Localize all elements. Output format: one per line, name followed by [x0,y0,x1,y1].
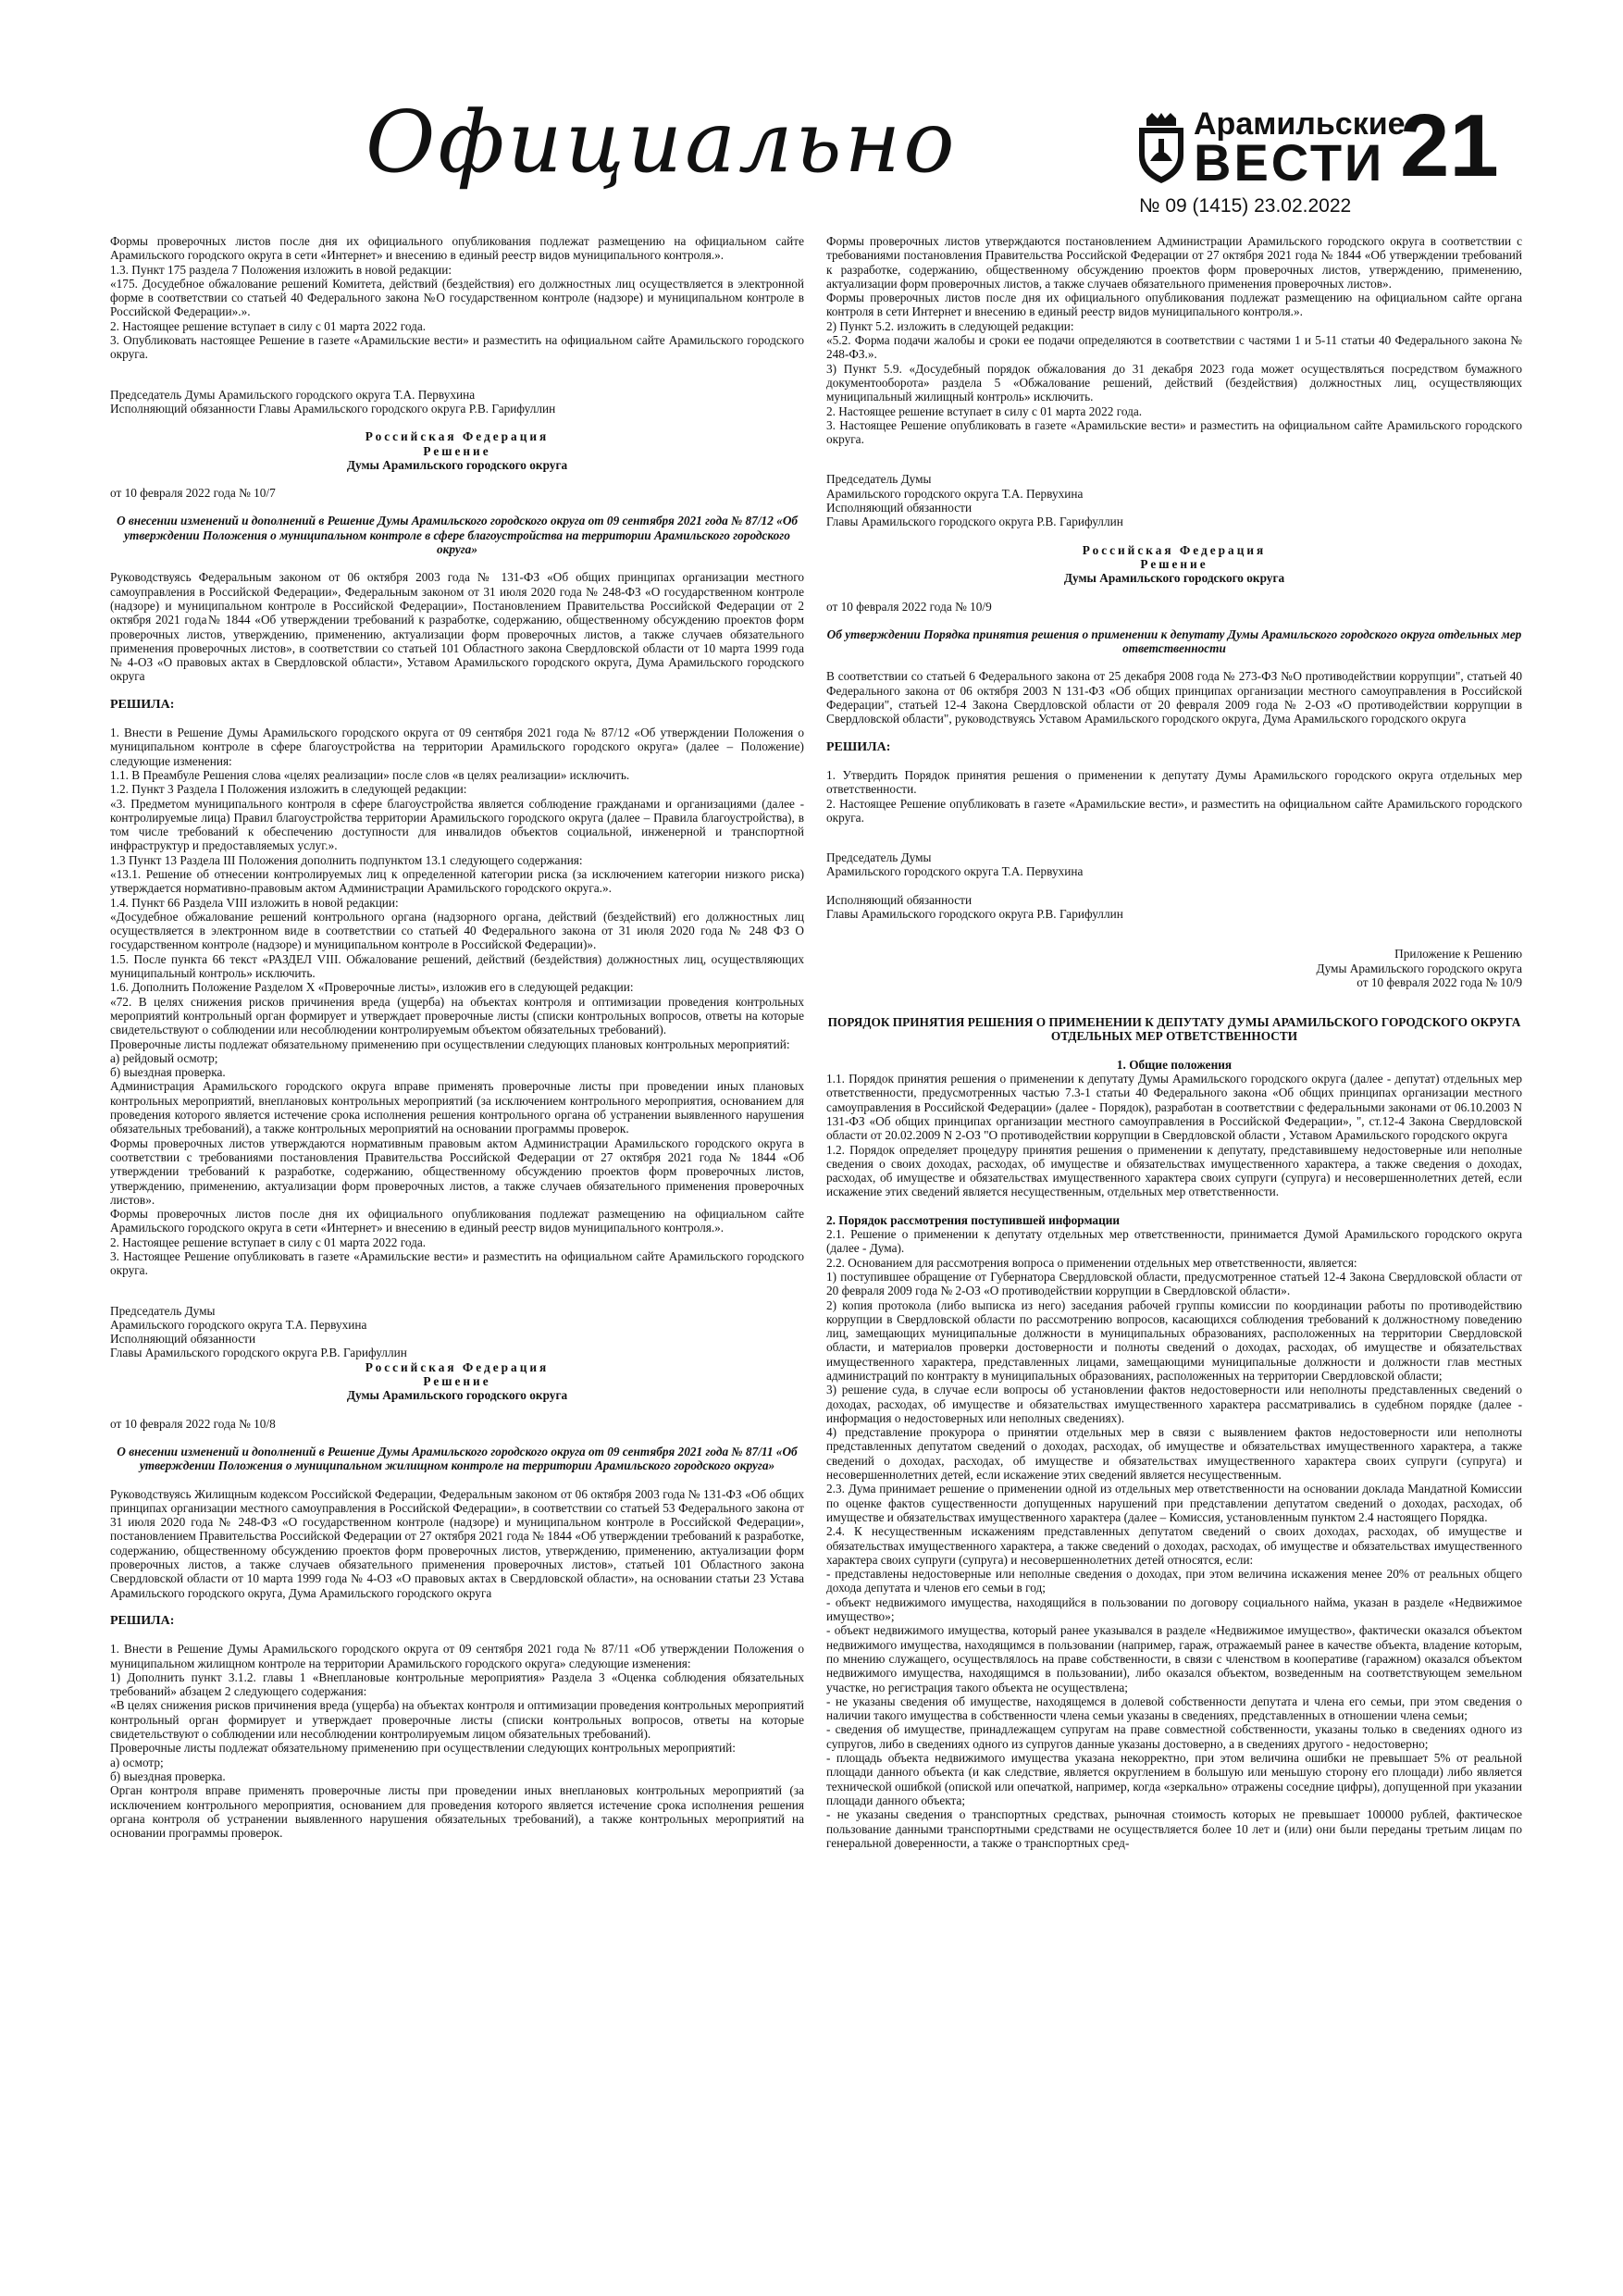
spacer [110,1600,804,1614]
paragraph: Председатель Думы [826,850,932,865]
paragraph: Главы Арамильского городского округа Р.В. Гарифуллин [826,906,1123,921]
paragraph: - сведения об имуществе, принадлежащем супругам на праве совместной собственности, указаны только в сведениях одного из супругов, либо в сведениях одного из супругов данные указаны достоверно, а в сведениях другого - недостоверно; [826,1722,1522,1751]
paragraph: Думы Арамильского городского округа [1316,961,1522,975]
paragraph: - площадь объекта недвижимого имущества указана некорректно, при этом величина ошибки не превышает 5% от реальной площади данного объекта (и как следствие, является округлением в большую или меньшую сторону его площади) либо является технической ошибкой (опиской или опечаткой, например, когда «зеркально» отражены соседние цифры), допущенной при указании площади данного объекта; [826,1751,1522,1807]
spacer [110,362,804,388]
section-title: Официально [365,93,958,192]
page-number: 21 [1400,96,1499,195]
paragraph: Думы Арамильского городского округа [346,457,568,472]
paragraph: Исполняющий обязанности [110,1332,256,1347]
paragraph: 2. Настоящее решение вступает в силу с 01 марта 2022 года. [826,403,1143,418]
coat-of-arms-icon [1134,111,1189,185]
paragraph: 1.6. Дополнить Положение Разделом X «Проверочные листы», изложив его в следующей редакции: [110,980,634,995]
paragraph: 4) представление прокурора о принятии отдельных мер в связи с выявлением фактов недостоверности или неполноты представленных депутатом сведений о доходах, расходах, об имуществе и обязательствах имущественного характера, а также сведений о доходах, расходах, об имуществе и обязательствах имущественного характера своих супруги (супруга) и несовершеннолетних детей, если искажение этих сведений является несущественным. [826,1425,1522,1483]
paragraph: В соответствии со статьей 6 Федерального закона от 25 декабря 2008 года № 273-ФЗ №О противодействии коррупции", статьей 40 Федерального закона от 06 октября 2003 N 131-ФЗ «Об общих принципах организации местного самоуправления в Российской Федерации", статьей 12-4 Закона Свердловской области от 20 февраля 2009 года № 2-ОЗ «О противодействии коррупции в Свердловской области", руководствуясь Уставом Арамильского городского округа, Дума Арамильского городского округа [826,669,1522,726]
paragraph: - не указаны сведения об имуществе, находящемся в долевой собственности депутата и члена его семьи, при этом сведения о наличии такого имущества в собственности члена семьи указаны в сведениях, представленных в отношении члена семьи; [826,1694,1522,1723]
spacer [826,1199,1522,1213]
paragraph: Решение [423,1374,491,1389]
paragraph: «175. Досудебное обжалование решений Комитета, действий (бездействия) его должностных лиц осуществляется в электронной форме в соответствии со статьей 40 Федерального закона №О государственном контроле (надзоре) и муниципальном контроле в Российской Федерации».». [110,276,804,319]
page-header [0,0,1623,236]
spacer [826,825,1522,850]
paragraph: а) рейдовый осмотр; [110,1050,218,1065]
paragraph: «13.1. Решение об отнесении контролируемых лиц к определенной категории риска (за исключением категории низкого риска) утверждается нормативно-правовым актом Администрации Арамильского городского округа.». [110,866,804,896]
spacer [110,500,804,514]
paragraph: Исполняющий обязанности [826,501,973,515]
paragraph: 1.5. После пункта 66 текст «РАЗДЕЛ VIII. Обжалование решений, действий (бездействия) должностных лиц, осуществляющих муниципальный контроль» исключить. [110,951,804,981]
paragraph: О внесении изменений и дополнений в Решение Думы Арамильского городского округа от 09 сентября 2021 года № 87/12 «Об утверждении Положения о муниципальном контроле в сфере благоустройства на территории Арамильского городского округа» [116,514,799,557]
spacer [826,754,1522,768]
paragraph: 1. Внести в Решение Думы Арамильского городского округа от 09 сентября 2021 года № 87/11 «Об утверждении Положения о муниципальном жилищном контроле на территории Арамильского городского округа» следующие изменения: [110,1642,804,1670]
paragraph: «В целях снижения рисков причинения вреда (ущерба) на объектах контроля и оптимизации проведения контрольных мероприятий контрольный орган формирует и утверждает проверочные листы (списки контрольных вопросов, ответы на которые свидетельствуют о соблюдении или несоблюдении контролируемым лицом обязательных требований). [110,1698,804,1742]
spacer [826,529,1522,543]
paragraph: Председатель Думы [110,1303,216,1318]
paragraph: 1. Внести в Решение Думы Арамильского городского округа от 09 сентября 2021 года № 87/12 «Об утверждении Положения о муниципальном контроле в сфере благоустройства на территории Арамильского городского округа» (далее – Положение) следующие изменения: [110,726,804,768]
spacer [826,921,1522,947]
paragraph: 2.2. Основанием для рассмотрения вопроса о применении отдельных мер ответственности, является: [826,1255,1357,1270]
left-column [110,234,804,2290]
paragraph: Формы проверочных листов после дня их официального опубликования подлежат размещению на официальном сайте Арамильского городского округа в сети «Интернет» и внесению в единый реестр видов муниципального контроля.». [110,234,804,263]
paragraph: от 10 февраля 2022 года № 10/9 [826,599,992,614]
paragraph: Об утверждении Порядка принятия решения о применении к депутату Думы Арамильского городского округа отдельных мер ответственности [826,627,1522,656]
spacer [826,1044,1522,1058]
paragraph: Главы Арамильского городского округа Р.В. Гарифуллин [826,515,1123,529]
spacer [110,684,804,698]
paragraph: 2. Настоящее решение вступает в силу с 01 марта 2022 года. [110,318,427,333]
spacer [110,1403,804,1417]
paragraph: Проверочные листы подлежат обязательному применению при осуществлении следующих контрольных мероприятий: [110,1741,736,1756]
paragraph: Приложение к Решению [1394,947,1522,962]
right-column [826,234,1522,2290]
paragraph: - представлены недостоверные или неполные сведения о доходах, при этом величина искажения менее 20% от реальных общего дохода депутата и членов его семьи в год; [826,1567,1522,1595]
spacer [826,726,1522,740]
paragraph: Исполняющий обязанности Главы Арамильского городского округа Р.В. Гарифуллин [110,401,556,416]
paragraph: «Досудебное обжалование решений контрольного органа (надзорного органа, действий (бездействий) его должностных лиц осуществляется в электронном виде в соответствии со статьей 40 Федерального закона от 31 июля 2020 года № 248 ФЗ О государственном контроле (надзоре) и муниципальном контроле в Российской Федерации)». [110,909,804,952]
spacer [110,1628,804,1642]
paragraph: Председатель Думы Арамильского городского округа Т.А. Первухина [110,387,476,402]
paragraph: 2) Пункт 5.2. изложить в следующей редакции: [826,318,1074,333]
spacer [826,655,1522,669]
paragraph: 3) решение суда, в случае если вопросы об установлении фактов недостоверности или неполноты представленных сведений о доходах, расходах, об имуществе и обязательствах имущественного характера рассматривались в судебном порядке (далее - информация о недостоверных или неполных сведениях). [826,1383,1522,1425]
paragraph: «5.2. Форма подачи жалобы и сроки ее подачи определяются в соответствии с частями 1 и 5-11 статьи 40 Федерального закона № 248-ФЗ.». [826,333,1522,362]
paragraph: Думы Арамильского городского округа [1063,571,1285,586]
paragraph: б) выездная проверка. [110,1769,226,1783]
paragraph: Председатель Думы [826,472,932,487]
paragraph: Решение [423,443,491,458]
paragraph: 1.2. Пункт 3 Раздела I Положения изложить в следующей редакции: [110,782,467,797]
spacer [826,446,1522,472]
paragraph: Главы Арамильского городского округа Р.В. Гарифуллин [110,1346,407,1360]
paragraph: Формы проверочных листов утверждаются постановлением Администрации Арамильского городского округа в соответствии с требованиями постановления Правительства Российской Федерации от 27 октября 2021 года № 1844 «Об утверждении требований к разработке, содержанию, общественному обсуждению проектов форм проверочных листов, утверждению, применению, актуализации форм проверочных листов, а также случаев обязательного применения проверочных листов». [826,234,1522,291]
paragraph: ПОРЯДОК ПРИНЯТИЯ РЕШЕНИЯ О ПРИМЕНЕНИИ К ДЕПУТАТУ ДУМЫ АРАМИЛЬСКОГО ГОРОДСКОГО ОКРУГА ОТДЕЛЬНЫХ МЕР ОТВЕТСТВЕННОСТИ [827,1015,1521,1044]
paragraph: от 10 февраля 2022 года № 10/7 [110,486,276,501]
paragraph: 1) поступившее обращение от Губернатора Свердловской области, предусмотренное статьей 12-4 Закона Свердловской области от 20 февраля 2009 года № 2-ОЗ «О противодействии коррупции в Свердловской области». [826,1269,1522,1298]
paragraph: Исполняющий обязанности [826,892,973,907]
paragraph: 1) Дополнить пункт 3.1.2. главы 1 «Внеплановые контрольные мероприятия» Раздела 3 «Оценка соблюдения обязательных требований» абзацем 2 следующего содержания: [110,1669,804,1699]
paragraph: Российская Федерация [1082,542,1267,557]
paragraph: «72. В целях снижения рисков причинения вреда (ущерба) на объектах контроля и оптимизации проведения контрольных мероприятий контрольный орган формирует и утверждает проверочные листы (списки контрольных вопросов, ответы на которые свидетельствуют о соблюдении или несоблюдении контролируемым объектом обязательных требований). [110,994,804,1037]
paragraph: Формы проверочных листов после дня их официального опубликования подлежат размещению на официальном сайте Арамильского городского округа в сети «Интернет» и внесению в единый реестр видов муниципального контроля.». [110,1207,804,1235]
spacer [826,879,1522,893]
paragraph: б) выездная проверка. [110,1065,226,1080]
paragraph: Думы Арамильского городского округа [346,1388,568,1403]
paragraph: 3. Настоящее Решение опубликовать в газете «Арамильские вести» и разместить на официальном сайте Арамильского городского округа. [110,1249,804,1278]
paragraph: - объект недвижимого имущества, находящийся в пользовании по договору социального найма, указан в разделе «Недвижимое имущество»; [826,1595,1522,1624]
paragraph: 2.4. К несущественным искажениям представленных депутатом сведений о своих доходах, расходах, об имуществе и обязательствах имущественного характера, а также сведений о доходах, расходах, об имуществе и обязательствах имущественного характера своих супруги (супруга) и несовершеннолетних детей относятся, если: [826,1524,1522,1567]
spacer [110,1473,804,1487]
paragraph: Российская Федерация [365,1359,550,1374]
paragraph: 1.1. Порядок принятия решения о применении к депутату Думы Арамильского городского округа (далее - депутат) отдельных мер ответственности, предусмотренных частью 7.3-1 статьи 40 Федерального закона «Об общих принципах организации местного самоуправления в Российской Федерации» (далее - Порядок), разработан в соответствии с федеральными законами от 06.10.2003 N 131-ФЗ «Об общих принципах организации местного самоуправления в Российской Федерации», ", ст.12-4 Закона Свердловской области от 20.02.2009 N 2-ОЗ "О противодействии коррупции в Свердловской области , Уставом Арамильского городского округа [826,1072,1522,1143]
paragraph: Руководствуясь Жилищным кодексом Российской Федерации, Федеральным законом от 06 октября 2003 года № 131-ФЗ «Об общих принципах организации местного самоуправления в Российской Федерации», в соответствии со статьей 53 Федерального закона от 31 июля 2020 года № 248-ФЗ «О государственном контроле (надзоре) и муниципальном контроле в Российской Федерации», постановлением Правительства Российской Федерации от 27 октября 2021 года № 1844 «Об утверждении требований к разработке, содержанию, общественному обсуждению проектов форм проверочных листов, утверждению, применению, актуализации форм проверочных листов, а также случаев обязательного применения проверочных листов», статьей 101 Областного закона Свердловской области от 10 марта 1999 года № 4-ОЗ «О правовых актах в Свердловской области», на основании статьи 23 Устава Арамильского городского округа, Дума Арамильского городского округа [110,1486,804,1600]
spacer [110,472,804,486]
paragraph: Решение [1140,556,1208,571]
paragraph: Проверочные листы подлежат обязательному применению при осуществлении следующих плановых контрольных мероприятий: [110,1036,790,1051]
paragraph: РЕШИЛА: [826,739,891,754]
paragraph: Руководствуясь Федеральным законом от 06 октября 2003 года № 131-ФЗ «Об общих принципах организации местного самоуправления в Российской Федерации», Федеральным законом от 31 июля 2020 года № 248-ФЗ «О государственном контроле (надзоре) и муниципальном контроле в Российской Федерации», Постановлением Правительства Российской Федерации от 2 октября 2021 года№ 1844 «Об утверждении требований к разработке, содержанию, общественному обсуждению проектов форм проверочных листов, утверждению, применению, актуализации форм проверочных листов, а также случаев обязательного применения проверочных листов», в соответствии со статьей 101 Областного закона Свердловской области от 10 марта 1999 года № 4-ОЗ «О правовых актах в Свердловской области», Уставом Арамильского городского округа, Дума Арамильского городского округа [110,570,804,684]
spacer [826,989,1522,1015]
paragraph: 1. Общие положения [1116,1057,1233,1072]
paragraph: Формы проверочных листов после дня их официального опубликования подлежат размещению на официальном сайте органа контроля в сети Интернет и внесению в единый реестр видов муниципального контроля.». [826,291,1522,319]
paragraph: - не указаны сведения о транспортных средствах, рыночная стоимость которых не превышает 100000 рублей, фактическое пользование данными транспортными средствами не осуществляется более 10 лет и (или) они были переданы третьим лицам по генеральной доверенности, а также о транспортных сред- [826,1807,1522,1850]
paragraph: 1.3 Пункт 13 Раздела III Положения дополнить подпунктом 13.1 следующего содержания: [110,852,583,867]
issue-info: № 09 (1415) 23.02.2022 [1139,195,1352,217]
paragraph: 3. Настоящее Решение опубликовать в газете «Арамильские вести» и разместить на официальном сайте Арамильского городского округа. [826,417,1522,447]
paragraph: 3. Опубликовать настоящее Решение в газете «Арамильские вести» и разместить на официальном сайте Арамильского городского округа. [110,333,804,362]
paragraph: Администрация Арамильского городского округа вправе применять проверочные листы при проведении иных плановых контрольных мероприятий, внеплановых контрольных мероприятий (за исключением контрольного мероприятия, основанием для проведения которого является истечение срока исполнения решения контрольного органа об устранении выявленного нарушения обязательных требований), а также контрольных мероприятий на основании программы проверок. [110,1079,804,1136]
spacer [110,712,804,726]
paragraph: а) осмотр; [110,1755,164,1769]
paragraph: «3. Предметом муниципального контроля в сфере благоустройства является соблюдение гражданами и организациями (далее - контролируемые лица) Правил благоустройства территории Арамильского городского округа (далее – Правила благоустройства), в том числе требований к обеспечению доступности для инвалидов объектов социальной, инженерной и транспортной инфраструктур и предоставляемых услуг.». [110,796,804,853]
paragraph: Арамильского городского округа Т.А. Первухина [826,486,1084,501]
brand-name-top: Арамильские [1194,106,1406,142]
paragraph: 1. Утвердить Порядок принятия решения о применении к депутату Думы Арамильского городского округа отдельных мер ответственности. [826,767,1522,797]
spacer [826,586,1522,600]
paragraph: 1.4. Пункт 66 Раздела VIII изложить в новой редакции: [110,895,399,910]
spacer [110,1278,804,1304]
paragraph: Российская Федерация [365,429,550,444]
paragraph: 2. Настоящее решение вступает в силу с 01 марта 2022 года. [110,1235,427,1249]
paragraph: Орган контроля вправе применять проверочные листы при проведении иных внеплановых контрольных мероприятий (за исключением контрольного мероприятия, основанием для проведения которого является истечение срока исполнения решения органа контроля об устранении выявленного нарушения обязательных требований), а также контрольных мероприятий на основании программы проверок. [110,1783,804,1841]
paragraph: РЕШИЛА: [110,1613,175,1628]
paragraph: Формы проверочных листов утверждаются нормативным правовым актом Администрации Арамильского городского округа в соответствии с требованиями постановления Правительства Российской Федерации от 27 октября 2021 года № 1844 «Об утверждении требований к разработке, содержанию, общественному обсуждению проектов форм проверочных листов, утверждению, применению, актуализации форм проверочных листов, а также случаев обязательного применения проверочных листов». [110,1136,804,1207]
paragraph: Арамильского городского округа Т.А. Первухина [110,1317,367,1332]
paragraph: 1.1. В Преамбуле Решения слова «целях реализации» после слов «в целях реализации» исключить. [110,767,630,782]
paragraph: от 10 февраля 2022 года № 10/8 [110,1416,276,1431]
paragraph: 1.2. Порядок определяет процедуру принятия решения о применении к депутату, представившему недостоверные или неполные сведения о своих доходах, расходах, об имуществе и обязательствах имущественного характера, а также сведения о доходах, расходах, об имуществе и обязательствах имущественного характера своих супруги (супруга) и несовершеннолетних детей, если искажение этих сведений является несущественным, отдельных мер ответственности. [826,1142,1522,1199]
spacer [110,416,804,429]
paragraph: Арамильского городского округа Т.А. Первухина [826,864,1084,879]
spacer [110,556,804,570]
paragraph: 1.3. Пункт 175 раздела 7 Положения изложить в новой редакции: [110,262,452,277]
paragraph: 2. Настоящее Решение опубликовать в газете «Арамильские вести», и разместить на официальном сайте Арамильского городского округа. [826,796,1522,825]
spacer [110,1431,804,1445]
paragraph: 2.3. Дума принимает решение о применении одной из отдельных мер ответственности на основании доклада Мандатной Комиссии по оценке фактов существенности допущенных нарушений при представлении депутатом сведений о доходах, расходах, об имуществе и обязательствах имущественного характера (далее – Комиссия, установленным пунктом 2.4 настоящего Порядка. [826,1482,1522,1524]
paragraph: О внесении изменений и дополнений в Решение Думы Арамильского городского округа от 09 сентября 2021 года № 87/11 «Об утверждении Положения о муниципальном жилищном контроле на территории Арамильского городского округа» [117,1444,798,1473]
paragraph: от 10 февраля 2022 года № 10/9 [1357,974,1522,989]
paragraph: 2. Порядок рассмотрения поступившей информации [826,1212,1121,1227]
paragraph: 3) Пункт 5.9. «Досудебный порядок обжалования до 31 декабря 2023 года может осуществляться посредством бумажного документооборота» раздела 5 «Обжалование решений, действий (бездействия) должностных лиц, осуществляющих муниципальный жилищный контроль» исключить. [826,361,1522,404]
paragraph: РЕШИЛА: [110,697,175,712]
spacer [826,614,1522,627]
brand-name-bottom: ВЕСТИ [1194,133,1385,192]
paragraph: 2) копия протокола (либо выписка из него) заседания рабочей группы комиссии по координации работы по противодействию коррупции в Свердловской области по рассмотрению вопросов, касающихся соблюдения требований к должностному поведению лиц, замещающих муниципальные должности в муниципальных образованиях, расположенных на территории Свердловской области, и материалов проверки достоверности и полноты сведений о доходах, расходах, об имуществе и обязательствах имущественного характера, представленных лицами, замещающими муниципальные должности и должности глав местных администраций по контракту в муниципальных образованиях, расположенных на территории Свердловской области; [826,1297,1522,1383]
paragraph: 2.1. Решение о применении к депутату отдельных мер ответственности, принимается Думой Арамильского городского округа (далее - Дума). [826,1227,1522,1256]
paragraph: - объект недвижимого имущества, который ранее указывался в разделе «Недвижимое имущество», фактически оказался объектом недвижимого имущества, находящимся в пользовании (например, гараж, отражаемый ранее в качестве объекта, владение которым, по мнению служащего, осуществлялось на праве собственности, в связи с членством в кооперативе (гаражном) оказался объектом недвижимого имущества, находящимся в пользовании), либо оказался объектом, возведенным на соответствующем земельном участке, но регистрация такого объекта не осуществлена; [826,1623,1522,1694]
